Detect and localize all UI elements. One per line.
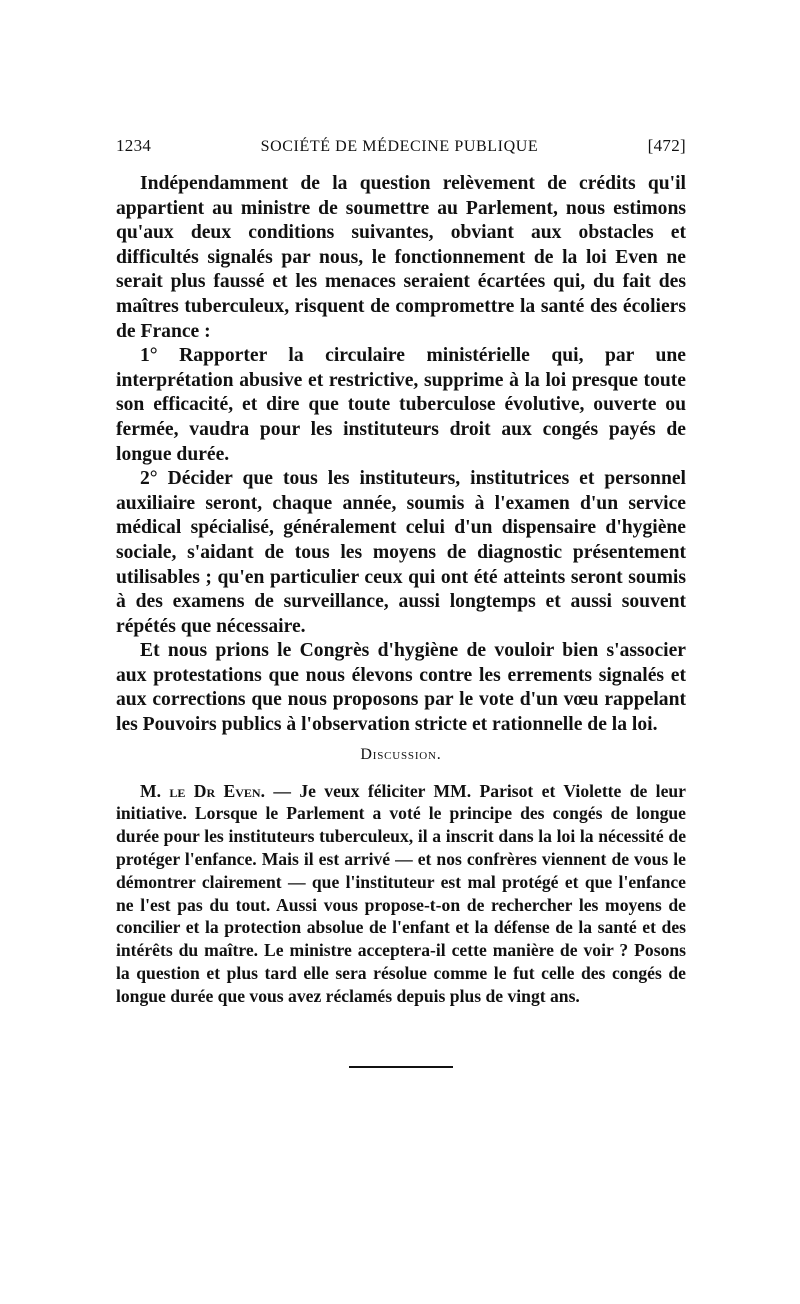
document-page: [116, 136, 686, 1068]
discussion-heading: Discussion.: [360, 745, 442, 763]
paragraph-point-2: 2° Décider que tous les instituteurs, institutrices et personnel auxiliaire seront, chaque année, soumis à l'examen d'un service médical spécialisé, généralement celui d'un dispensaire d'hygiène sociale, s'aidant de tous les moyens de diagnostic présentement utilisables ; qu'en particulier ceux qui ont été atteints seront soumis à des examens de surveillance, aussi longtemps et aussi souvent répétés que nécessaire.: [116, 468, 686, 637]
page-number: 1234: [116, 136, 152, 155]
bracket-page-number: [472]: [647, 136, 686, 155]
paragraph-intro: Indépendamment de la question relèvement de crédits qu'il appartient au ministre de soumettre au Parlement, nous estimons qu'aux deux conditions suivantes, obviant aux obstacles et difficultés signalés par nous, le fonctionnement de la loi Even ne serait plus faussé et les menaces seraient écartées qui, du fait des maîtres tuberculeux, risquent de compromettre la santé des écoliers de France :: [116, 173, 686, 342]
running-header: [116, 136, 686, 164]
running-title: SOCIÉTÉ DE MÉDECINE PUBLIQUE: [260, 138, 539, 155]
paragraph-conclusion: Et nous prions le Congrès d'hygiène de vouloir bien s'associer aux protestations que nous élevons contre les errements signalés et aux corrections que nous proposons par le vote d'un vœu rappelant les Pouvoirs publics à l'observation stricte et rationnelle de la loi.: [116, 640, 686, 736]
discussion-body: — Je veux féliciter MM. Parisot et Violette de leur initiative. Lorsque le Parlement a voté le principe des congés de longue durée pour les instituteurs tuberculeux, il a inscrit dans la loi la nécessité de protéger l'enfance. Mais il est arrivé — et nos confrères viennent de vous le démontrer clairement — que l'instituteur est mal protégé et que l'enfance ne l'est pas du tout. Aussi vous propose-t-on de rechercher les moyens de concilier et la protection absolue de l'enfant et la défense de la santé et des intérêts du maître. Le ministre acceptera-il cette manière de voir ? Posons la question et plus tard elle sera résolue comme le fut celle des congés de longue durée que vous avez réclamés depuis plus de vingt ans.: [116, 780, 686, 1006]
speaker-name: M. le Dr Even.: [140, 780, 265, 801]
main-text: [116, 172, 686, 738]
end-rule: [349, 1066, 453, 1068]
discussion-section: [116, 780, 686, 1008]
paragraph-point-1: 1° Rapporter la circulaire ministérielle qui, par une interprétation abusive et restrictive, supprime à la loi presque toute son efficacité, et dire que toute tuberculose évolutive, ouverte ou fermée, vaudra pour les instituteurs droit aux congés payés de longue durée.: [116, 345, 686, 465]
discussion-paragraph: [116, 780, 686, 1008]
